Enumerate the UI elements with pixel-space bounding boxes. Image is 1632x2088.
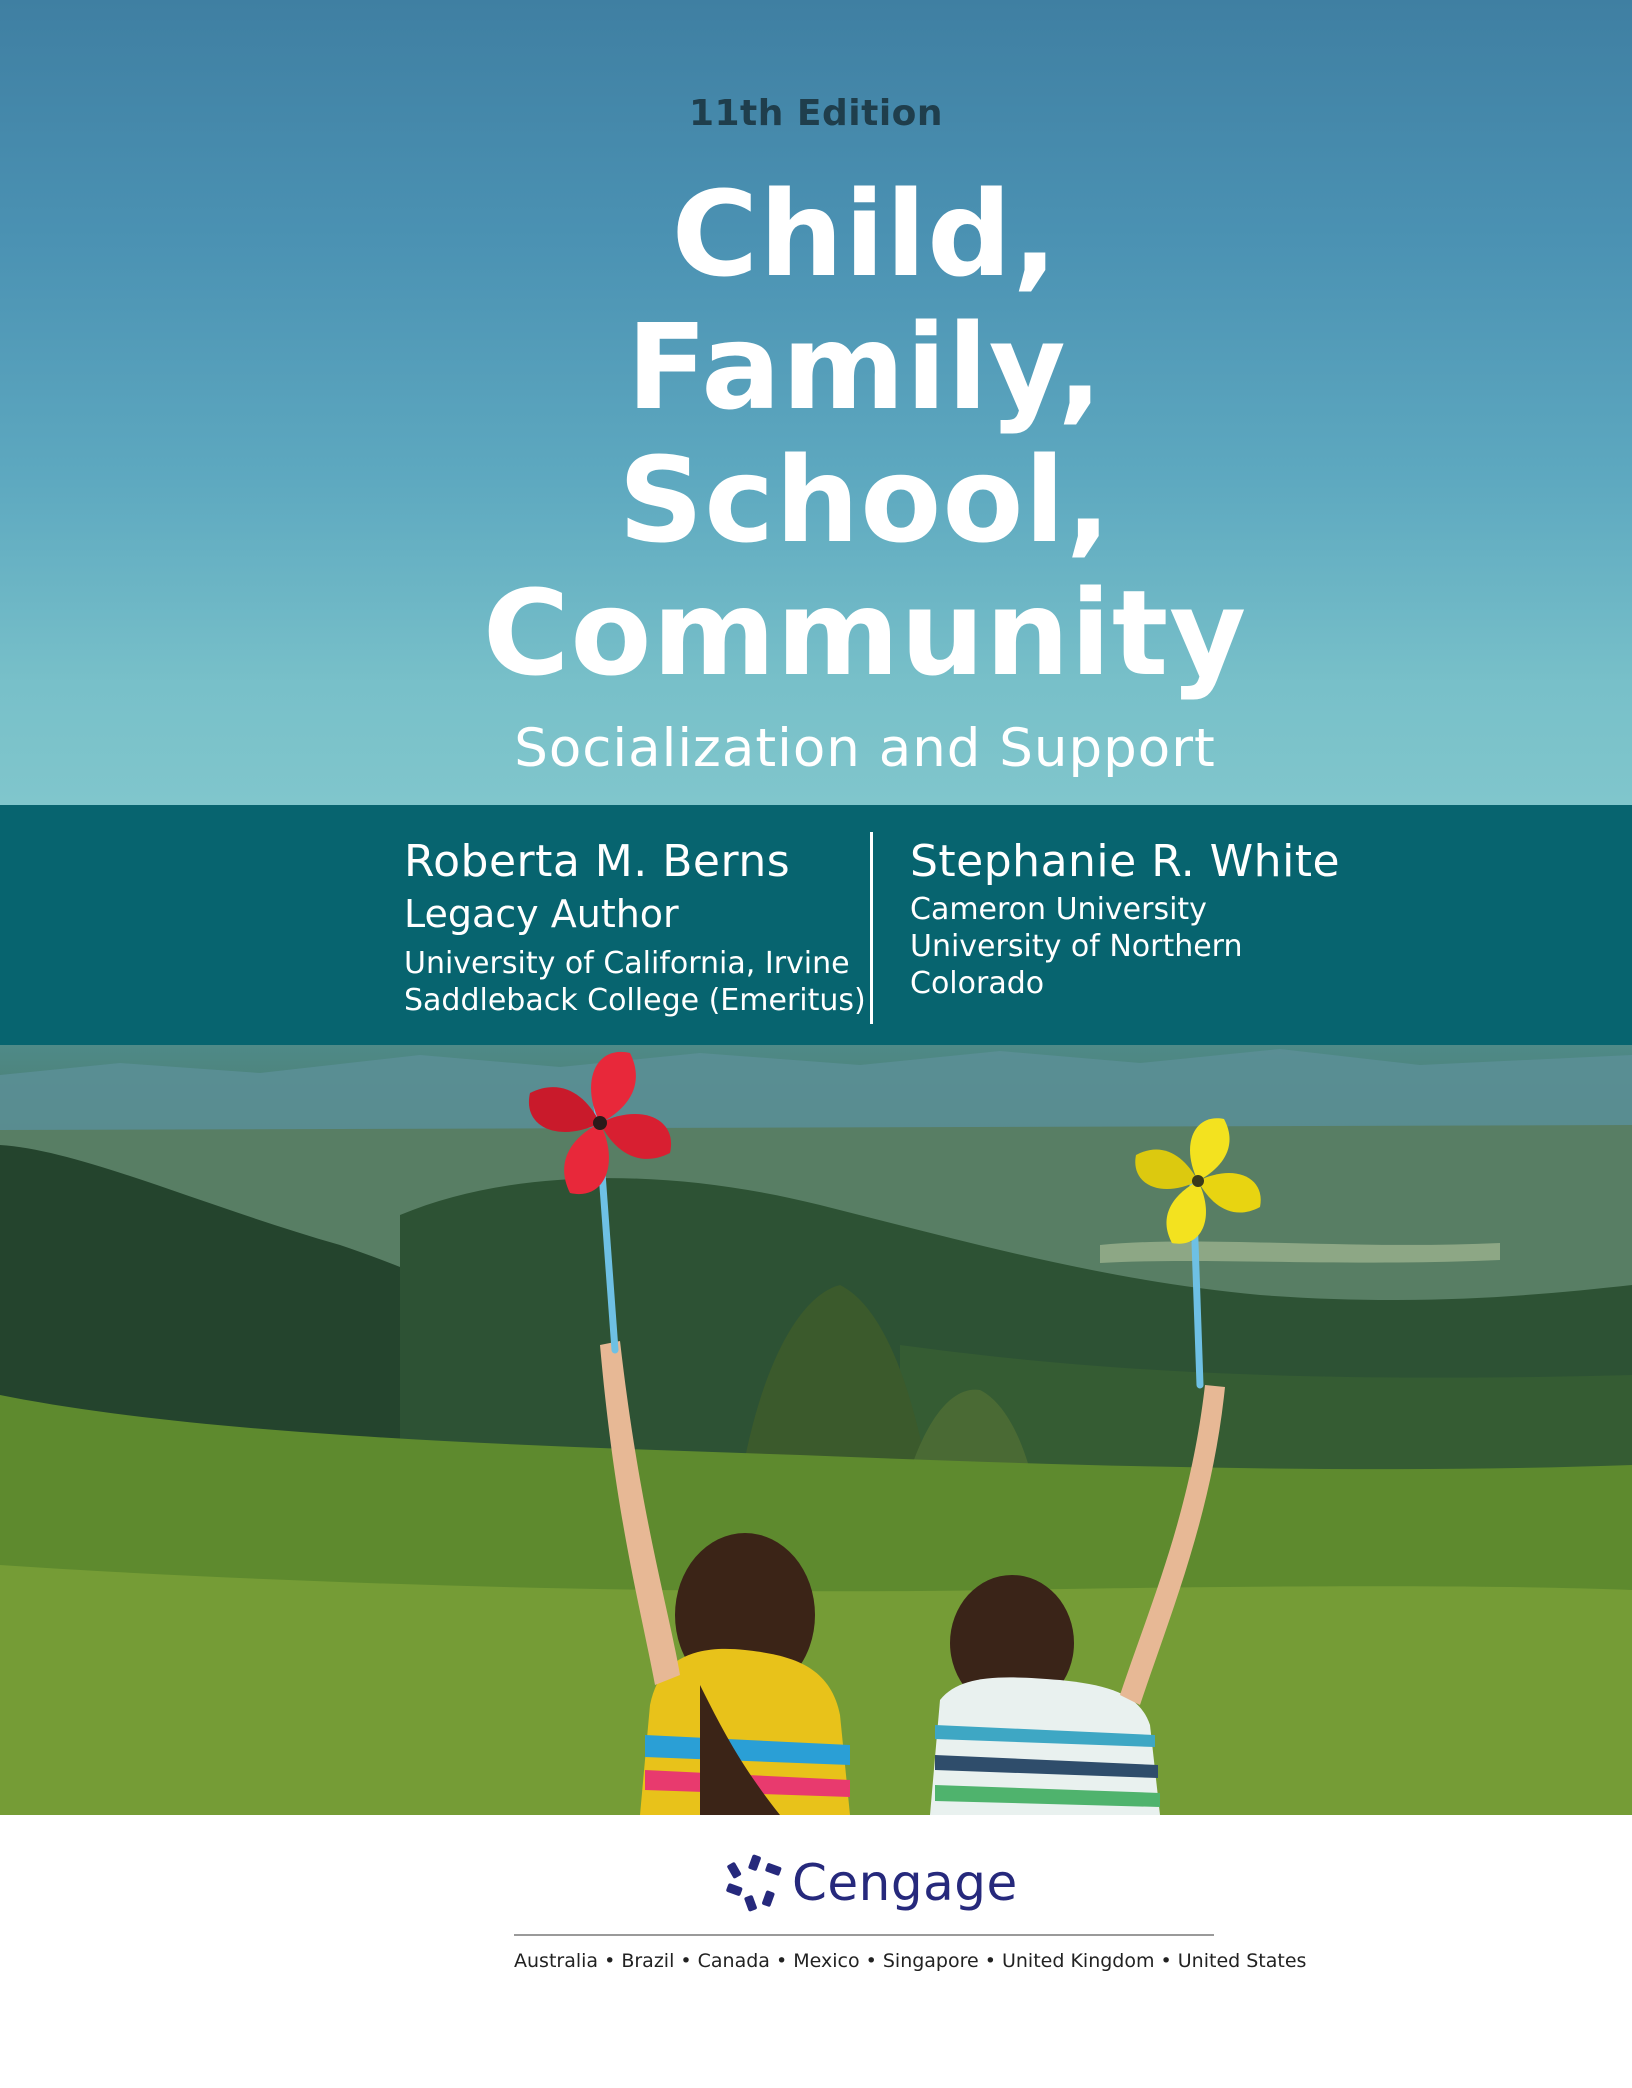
author-affiliations [910,891,1340,1002]
author-name: Roberta M. Berns [404,836,791,887]
author-affiliation: University of Northern [910,929,1243,964]
title-area [0,0,1632,806]
publisher-locations: Australia • Brazil • Canada • Mexico • Singapore • United Kingdom • United States [514,1950,1307,1972]
author-affiliation: Colorado [910,966,1045,1001]
footer-divider [514,1934,1214,1936]
landscape-illustration [0,1045,1632,1815]
author-berns [404,835,866,1019]
edition-label: 11th Edition [688,93,944,134]
title-line: Community [482,564,1248,702]
author-affiliation: Saddleback College (Emeritus) [404,983,866,1018]
author-role: Legacy Author [404,892,679,936]
author-white [910,835,1340,1002]
publisher-footer [0,1815,1632,2088]
title-line: School, [618,431,1112,569]
publisher-logo [724,1851,1018,1915]
title-line: Family, [626,298,1104,436]
book-subtitle: Socialization and Support [514,718,1216,779]
cover-photo [0,1045,1632,1815]
author-name: Stephanie R. White [910,836,1341,887]
author-affiliation: University of California, Irvine [404,946,850,981]
cengage-logo-icon [724,1853,784,1913]
author-affiliations [404,945,866,1019]
title-line: Child, [671,165,1059,303]
book-title [0,165,1632,702]
author-divider [870,832,873,1024]
author-band [0,805,1632,1045]
publisher-name: Cengage [792,1854,1018,1912]
author-affiliation: Cameron University [910,892,1207,927]
